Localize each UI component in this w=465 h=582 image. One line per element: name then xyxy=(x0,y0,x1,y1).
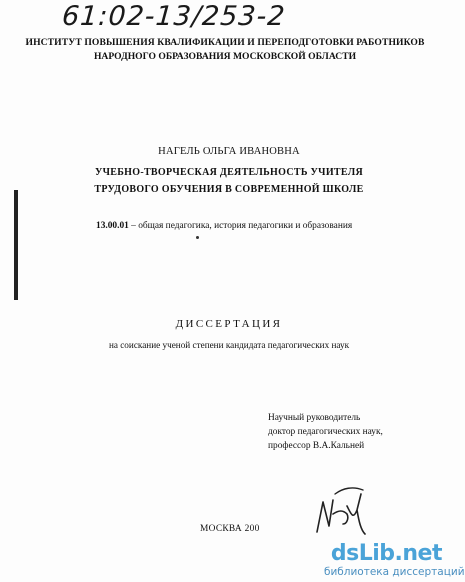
supervisor-name: профессор В.А.Кальней xyxy=(268,441,365,451)
dissertation-heading: ДИССЕРТАЦИЯ xyxy=(175,318,283,330)
scan-binding-mark xyxy=(14,190,18,300)
supervisor-block xyxy=(268,411,428,453)
dissertation-subtitle: на соискание ученой степени кандидата педагогических наук xyxy=(108,340,350,350)
specialty-line xyxy=(96,221,436,231)
author-name: НАГЕЛЬ ОЛЬГА ИВАНОВНА xyxy=(158,146,300,157)
dslib-watermark xyxy=(324,541,465,578)
specialty-description: – общая педагогика, история педагогики и образования xyxy=(128,221,353,231)
city-and-year: МОСКВА 200 xyxy=(200,524,260,534)
archive-code-handwritten: 61:02-13/253-2 xyxy=(60,1,287,32)
scan-speck xyxy=(196,236,199,239)
dissertation-title-line-1: УЧЕБНО-ТВОРЧЕСКАЯ ДЕЯТЕЛЬНОСТЬ УЧИТЕЛЯ xyxy=(95,167,363,178)
dslib-subtitle: библиотека диссертаций xyxy=(324,566,465,578)
institute-name-line-2: НАРОДНОГО ОБРАЗОВАНИЯ МОСКОВСКОЙ ОБЛАСТИ xyxy=(93,51,357,62)
handwritten-signature xyxy=(313,480,373,540)
institute-name-line-1: ИНСТИТУТ ПОВЫШЕНИЯ КВАЛИФИКАЦИИ И ПЕРЕПОДГОТОВКИ РАБОТНИКОВ xyxy=(25,37,425,48)
supervisor-degree: доктор педагогических наук, xyxy=(268,427,383,437)
supervisor-role: Научный руководитель xyxy=(268,413,361,423)
specialty-code: 13.00.01 xyxy=(96,221,129,231)
dslib-logo: dsLib.net xyxy=(330,541,442,566)
dissertation-title-line-2: ТРУДОВОГО ОБУЧЕНИЯ В СОВРЕМЕННОЙ ШКОЛЕ xyxy=(94,184,364,195)
